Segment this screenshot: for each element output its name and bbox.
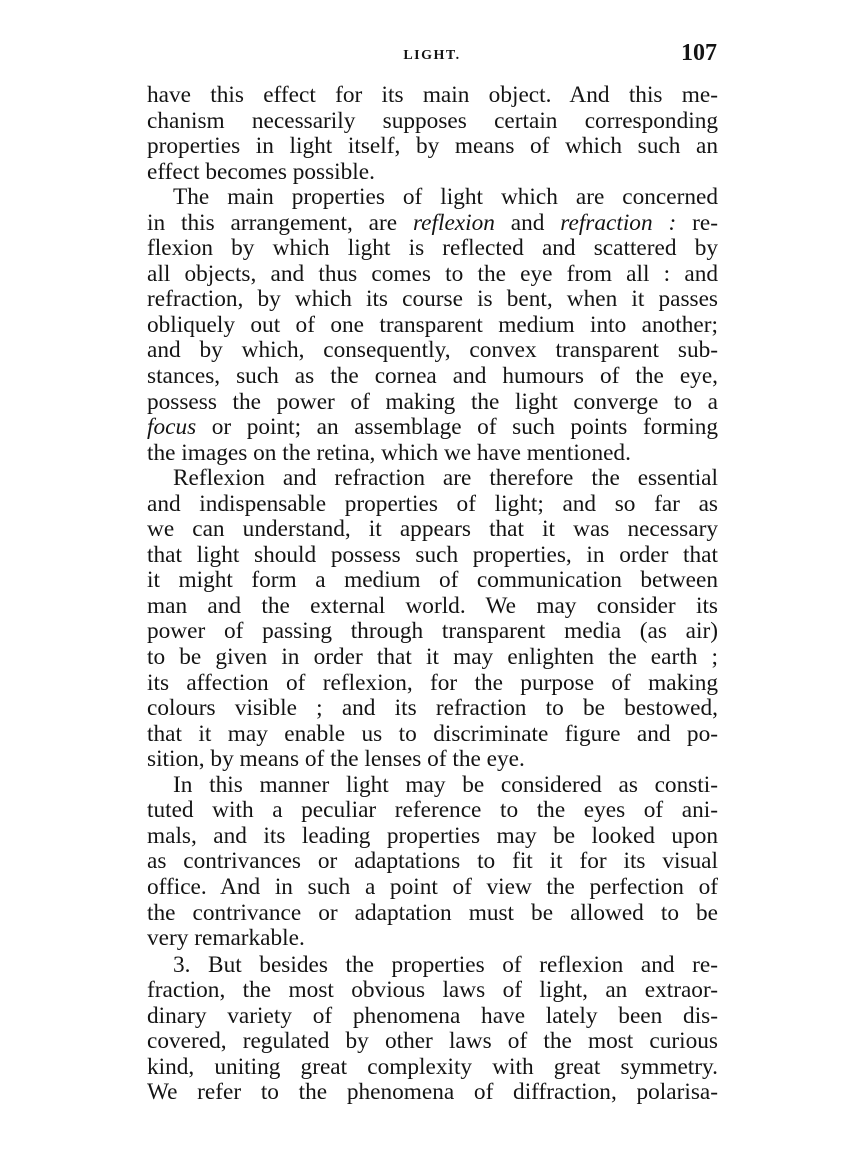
italic-term: focus (147, 414, 197, 441)
text-line (147, 594, 718, 620)
text-line (147, 798, 718, 824)
line-text: sition, by means of the lenses of the eye. (147, 746, 525, 773)
line-text: colours visible ; and its refraction to be bestowed, (147, 695, 718, 722)
line-text: or point; an assemblage of such points forming (196, 414, 718, 441)
line-text: and indispensable properties of light; and so far as (147, 490, 718, 517)
line-text: flexion by which light is reflected and scattered by (147, 235, 718, 262)
text-line (147, 747, 718, 773)
running-title: LIGHT. (403, 48, 461, 63)
line-text: in this arrangement, are (147, 209, 413, 236)
line-text: that it may enable us to discriminate figure and po- (147, 720, 718, 747)
line-text: that light should possess such properties, in order that (147, 541, 718, 568)
line-text: very remarkable. (147, 925, 305, 952)
text-line (147, 696, 718, 722)
text-line (147, 83, 718, 109)
text-line (147, 849, 718, 875)
text-line (147, 671, 718, 697)
running-head (147, 38, 717, 74)
line-text: and by which, consequently, convex transparent sub- (147, 337, 718, 364)
text-line (147, 619, 718, 645)
text-line (147, 568, 718, 594)
text-line (147, 517, 718, 543)
line-text: The main properties of light which are concerned (173, 184, 718, 211)
text-line (147, 415, 718, 441)
line-text: We refer to the phenomena of diffraction, polarisa- (147, 1079, 718, 1106)
line-text: fraction, the most obvious laws of light, an extraor- (147, 977, 718, 1004)
text-line (147, 978, 718, 1004)
line-text: its affection of reflexion, for the purpose of making (147, 669, 718, 696)
italic-term: refraction : (560, 209, 677, 236)
line-text: 3. But besides the properties of reflexion and re- (173, 951, 718, 978)
line-text: mals, and its leading properties may be looked upon (147, 822, 718, 849)
line-text: all objects, and thus comes to the eye from all : and (147, 260, 718, 287)
text-line (147, 645, 718, 671)
text-line (147, 1004, 718, 1030)
text-line (147, 875, 718, 901)
line-text: In this manner light may be considered as consti- (173, 771, 718, 798)
page-number: 107 (681, 40, 717, 66)
text-line (147, 236, 718, 262)
line-text: to be given in order that it may enlighten the earth ; (147, 644, 718, 671)
text-line (147, 441, 718, 467)
line-text: chanism necessarily supposes certain corresponding (147, 107, 718, 134)
line-text: man and the external world. We may consider its (147, 592, 718, 619)
text-line (147, 134, 718, 160)
text-line (147, 390, 718, 416)
line-text: Reflexion and refraction are therefore the essential (173, 465, 718, 492)
text-line (147, 262, 718, 288)
text-line (147, 1029, 718, 1055)
text-line (147, 492, 718, 518)
line-text: it might form a medium of communication between (147, 567, 718, 594)
line-text: obliquely out of one transparent medium into another; (147, 311, 718, 338)
text-line (147, 953, 718, 979)
line-text: tuted with a peculiar reference to the eyes of ani- (147, 797, 718, 824)
line-text: the images on the retina, which we have mentioned. (147, 439, 631, 466)
line-text: have this effect for its main object. And this me- (147, 82, 718, 108)
text-line (147, 824, 718, 850)
italic-term: reflexion (412, 209, 495, 236)
line-text: effect becomes possible. (147, 158, 375, 185)
line-text: as contrivances or adaptations to fit it for its visual (147, 848, 718, 875)
line-text: stances, such as the cornea and humours of the eye, (147, 363, 718, 390)
text-line (147, 543, 718, 569)
text-line (147, 211, 718, 237)
text-line (147, 901, 718, 927)
text-line (147, 466, 718, 492)
line-text: we can understand, it appears that it was necessary (147, 516, 718, 543)
text-line (147, 1055, 718, 1081)
text-line (147, 926, 718, 952)
text-line (147, 313, 718, 339)
line-text: kind, uniting great complexity with great symmetry. (147, 1053, 718, 1080)
text-line (147, 364, 718, 390)
text-line (147, 185, 718, 211)
text-line (147, 1080, 718, 1106)
line-text: properties in light itself, by means of which such an (147, 133, 718, 160)
text-line (147, 773, 718, 799)
line-text: and (494, 209, 561, 236)
line-text: the contrivance or adaptation must be allowed to be (147, 899, 718, 926)
line-text: dinary variety of phenomena have lately been dis- (147, 1002, 718, 1029)
text-line (147, 287, 718, 313)
text-line (147, 109, 718, 135)
text-line (147, 160, 718, 186)
line-text: possess the power of making the light converge to a (147, 388, 718, 415)
line-text: power of passing through transparent media (as air) (147, 618, 718, 645)
body-text (147, 83, 718, 1106)
text-line (147, 722, 718, 748)
line-text: covered, regulated by other laws of the most curious (147, 1028, 718, 1055)
line-text: re- (676, 209, 718, 236)
text-line (147, 338, 718, 364)
line-text: refraction, by which its course is bent, when it passes (147, 286, 718, 313)
line-text: office. And in such a point of view the perfection of (147, 873, 718, 900)
